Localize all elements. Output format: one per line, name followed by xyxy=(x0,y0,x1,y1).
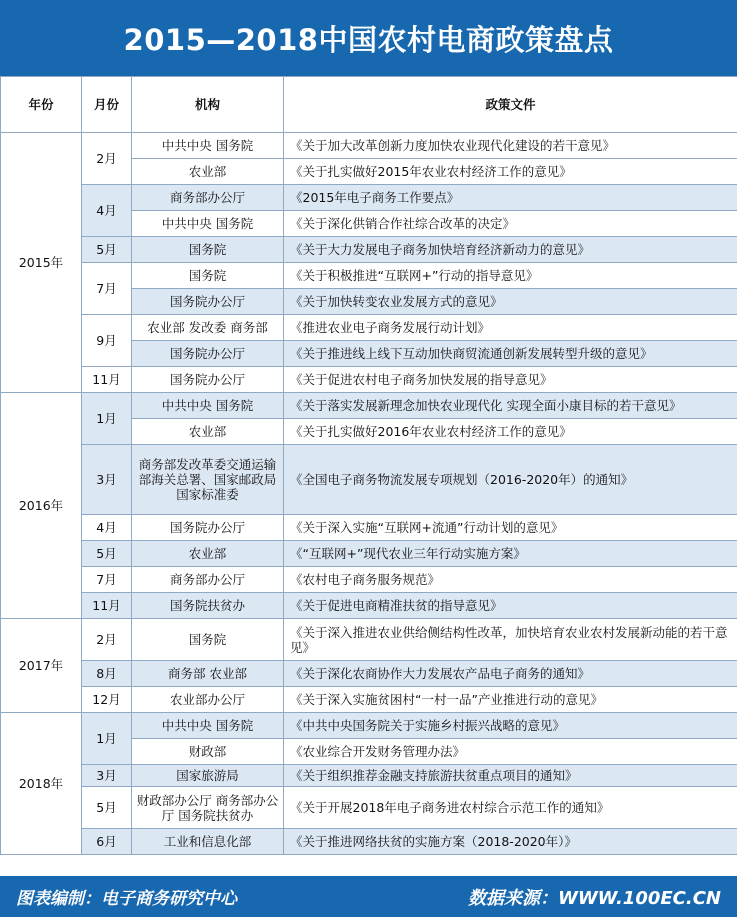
doc-cell: 《关于加快转变农业发展方式的意见》 xyxy=(284,289,737,315)
org-cell: 农业部 xyxy=(132,159,284,185)
org-cell: 工业和信息化部 xyxy=(132,829,284,855)
org-cell: 商务部办公厅 xyxy=(132,185,284,211)
month-cell: 11月 xyxy=(82,593,132,619)
org-cell: 农业部办公厅 xyxy=(132,687,284,713)
org-cell: 国务院 xyxy=(132,237,284,263)
doc-cell: 《关于深化供销合作社综合改革的决定》 xyxy=(284,211,737,237)
doc-cell: 《关于深入实施“互联网+流通”行动计划的意见》 xyxy=(284,515,737,541)
doc-cell: 《关于扎实做好2016年农业农村经济工作的意见》 xyxy=(284,419,737,445)
doc-cell: 《关于扎实做好2015年农业农村经济工作的意见》 xyxy=(284,159,737,185)
table-header-row xyxy=(1,77,737,133)
year-cell: 2015年 xyxy=(1,133,82,393)
year-cell: 2017年 xyxy=(1,619,82,713)
header-org: 机构 xyxy=(132,77,284,133)
doc-cell: 《关于推进网络扶贫的实施方案（2018-2020年）》 xyxy=(284,829,737,855)
header-year: 年份 xyxy=(1,77,82,133)
month-cell: 7月 xyxy=(82,263,132,315)
org-cell: 财政部 xyxy=(132,739,284,765)
doc-cell: 《推进农业电子商务发展行动计划》 xyxy=(284,315,737,341)
year-cell: 2016年 xyxy=(1,393,82,619)
month-cell: 4月 xyxy=(82,185,132,237)
org-cell: 国务院办公厅 xyxy=(132,367,284,393)
org-cell: 中共中央 国务院 xyxy=(132,133,284,159)
doc-cell: 《“互联网+”现代农业三年行动实施方案》 xyxy=(284,541,737,567)
doc-cell: 《中共中央国务院关于实施乡村振兴战略的意见》 xyxy=(284,713,737,739)
month-cell: 2月 xyxy=(82,133,132,185)
doc-cell: 《关于深入推进农业供给侧结构性改革，加快培育农业农村发展新动能的若干意见》 xyxy=(284,619,737,661)
org-cell: 国务院扶贫办 xyxy=(132,593,284,619)
org-cell: 中共中央 国务院 xyxy=(132,713,284,739)
doc-cell: 《关于促进电商精准扶贫的指导意见》 xyxy=(284,593,737,619)
org-cell: 中共中央 国务院 xyxy=(132,393,284,419)
doc-cell: 《关于深化农商协作大力发展农产品电子商务的通知》 xyxy=(284,661,737,687)
doc-cell: 《关于落实发展新理念加快农业现代化 实现全面小康目标的若干意见》 xyxy=(284,393,737,419)
month-cell: 1月 xyxy=(82,393,132,445)
org-cell: 国家旅游局 xyxy=(132,765,284,787)
month-cell: 5月 xyxy=(82,541,132,567)
policy-table xyxy=(0,76,737,855)
header-doc: 政策文件 xyxy=(284,77,737,133)
org-cell: 国务院 xyxy=(132,263,284,289)
org-cell: 商务部 农业部 xyxy=(132,661,284,687)
month-cell: 7月 xyxy=(82,567,132,593)
org-cell: 财政部办公厅 商务部办公厅 国务院扶贫办 xyxy=(132,787,284,829)
doc-cell: 《农村电子商务服务规范》 xyxy=(284,567,737,593)
doc-cell: 《2015年电子商务工作要点》 xyxy=(284,185,737,211)
org-cell: 国务院 xyxy=(132,619,284,661)
month-cell: 4月 xyxy=(82,515,132,541)
year-cell: 2018年 xyxy=(1,713,82,855)
page-title: 2015—2018中国农村电商政策盘点 xyxy=(0,0,737,76)
doc-cell: 《关于深入实施贫困村“一村一品”产业推进行动的意见》 xyxy=(284,687,737,713)
org-cell: 商务部办公厅 xyxy=(132,567,284,593)
org-cell: 农业部 xyxy=(132,541,284,567)
header-month: 月份 xyxy=(82,77,132,133)
month-cell: 2月 xyxy=(82,619,132,661)
footer-bar xyxy=(0,876,737,917)
month-cell: 11月 xyxy=(82,367,132,393)
doc-cell: 《全国电子商务物流发展专项规划（2016-2020年）的通知》 xyxy=(284,445,737,515)
org-cell: 中共中央 国务院 xyxy=(132,211,284,237)
month-cell: 5月 xyxy=(82,237,132,263)
footer-source: 数据来源：WWW.100EC.CN xyxy=(467,887,721,909)
org-cell: 国务院办公厅 xyxy=(132,289,284,315)
month-cell: 3月 xyxy=(82,765,132,787)
doc-cell: 《农业综合开发财务管理办法》 xyxy=(284,739,737,765)
doc-cell: 《关于加大改革创新力度加快农业现代化建设的若干意见》 xyxy=(284,133,737,159)
org-cell: 商务部发改革委交通运输部海关总署、国家邮政局国家标准委 xyxy=(132,445,284,515)
doc-cell: 《关于积极推进“互联网+”行动的指导意见》 xyxy=(284,263,737,289)
org-cell: 农业部 xyxy=(132,419,284,445)
doc-cell: 《关于组织推荐金融支持旅游扶贫重点项目的通知》 xyxy=(284,765,737,787)
month-cell: 8月 xyxy=(82,661,132,687)
org-cell: 国务院办公厅 xyxy=(132,341,284,367)
org-cell: 国务院办公厅 xyxy=(132,515,284,541)
month-cell: 3月 xyxy=(82,445,132,515)
footer-compiler: 图表编制：电子商务研究中心 xyxy=(16,889,237,909)
month-cell: 5月 xyxy=(82,787,132,829)
doc-cell: 《关于大力发展电子商务加快培育经济新动力的意见》 xyxy=(284,237,737,263)
org-cell: 农业部 发改委 商务部 xyxy=(132,315,284,341)
month-cell: 12月 xyxy=(82,687,132,713)
doc-cell: 《关于开展2018年电子商务进农村综合示范工作的通知》 xyxy=(284,787,737,829)
month-cell: 1月 xyxy=(82,713,132,765)
month-cell: 9月 xyxy=(82,315,132,367)
doc-cell: 《关于推进线上线下互动加快商贸流通创新发展转型升级的意见》 xyxy=(284,341,737,367)
month-cell: 6月 xyxy=(82,829,132,855)
doc-cell: 《关于促进农村电子商务加快发展的指导意见》 xyxy=(284,367,737,393)
